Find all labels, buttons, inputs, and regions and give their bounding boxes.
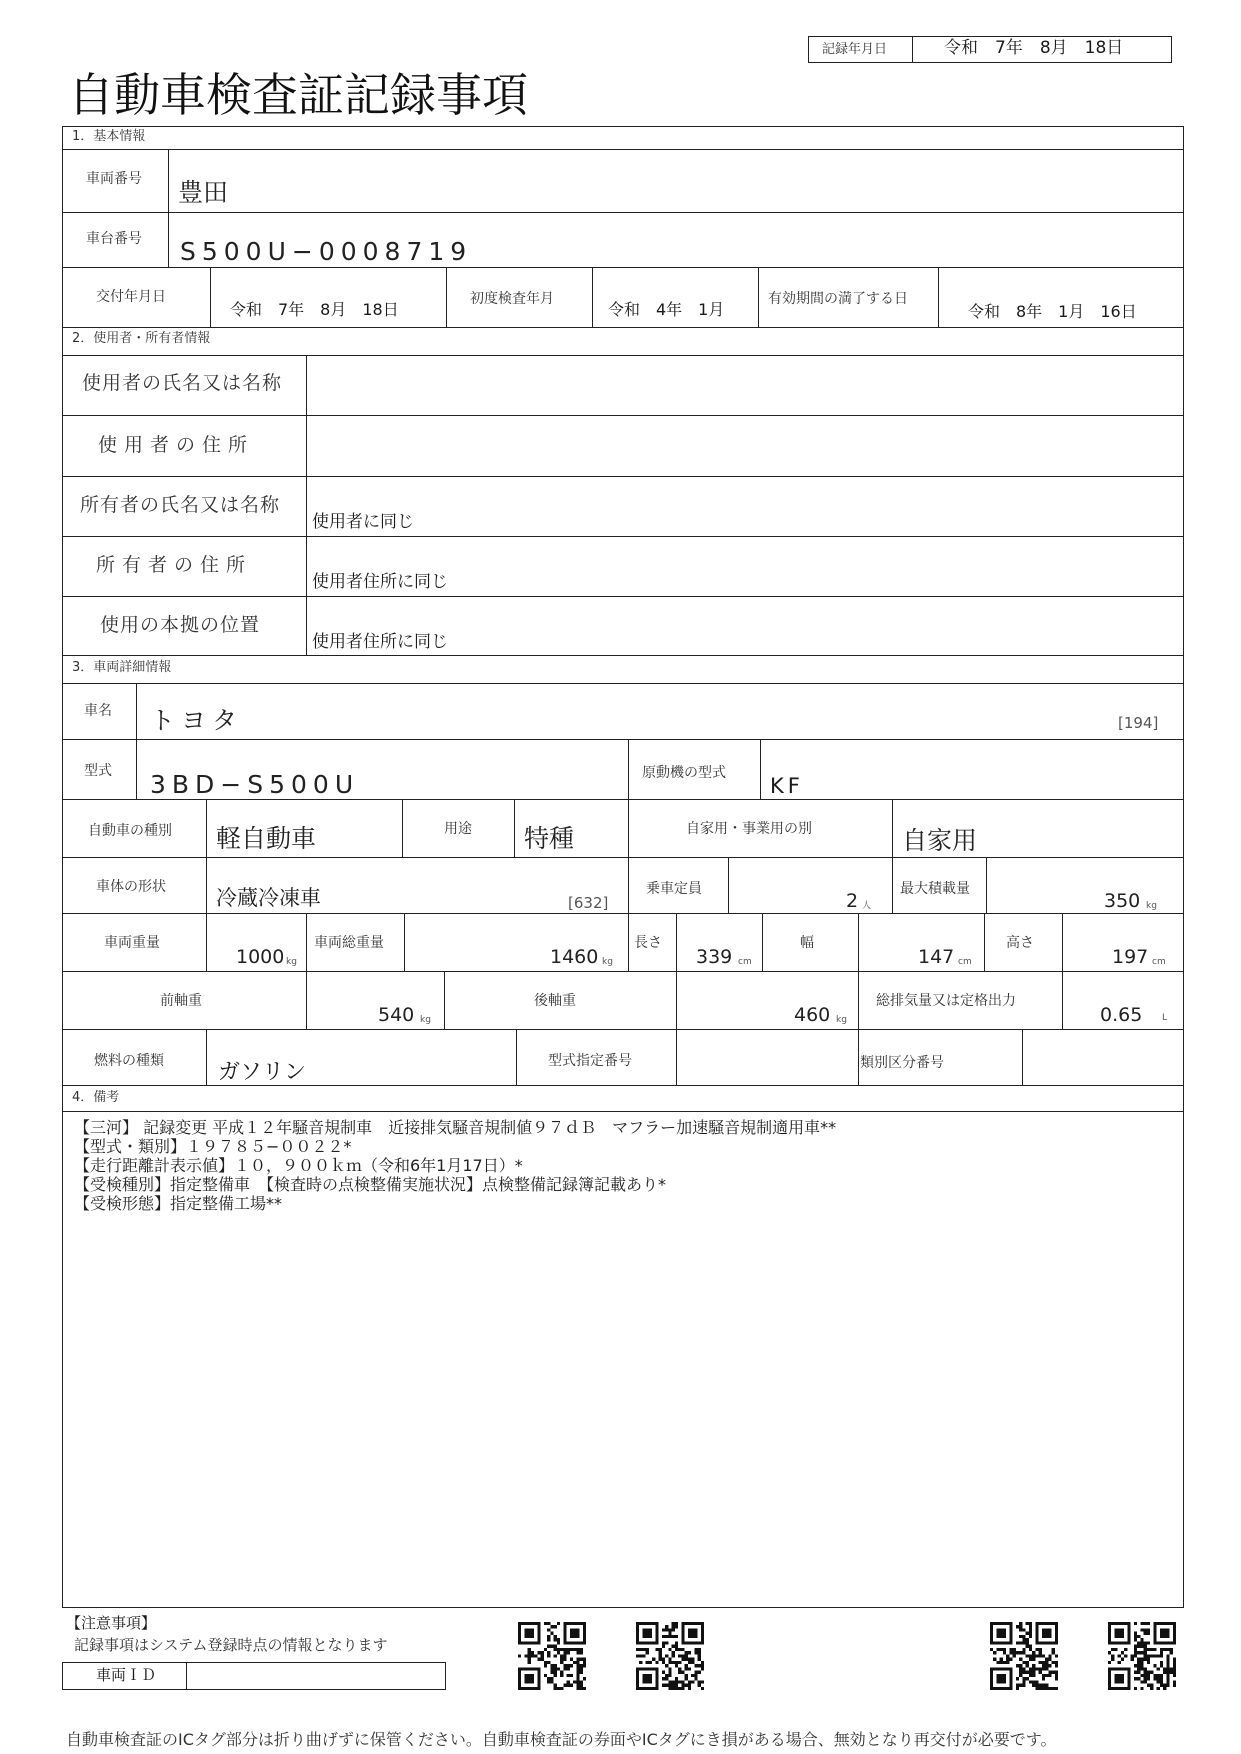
max-load-unit: kg: [1146, 901, 1157, 911]
issue-date-label: 交付年月日: [96, 289, 166, 305]
page-title: 自動車検査証記録事項: [68, 68, 528, 122]
section4-heading: 4．備考: [72, 1090, 120, 1105]
issue-date-value: 令和 7年 8月 18日: [230, 300, 399, 319]
type-designation-label: 型式指定番号: [548, 1053, 632, 1069]
body-shape-value: 冷蔵冷凍車: [216, 886, 321, 910]
height-unit: cm: [1152, 957, 1166, 967]
remark-line: 【受検形態】指定整備工場**: [74, 1194, 283, 1213]
section1-heading: 1．基本情報: [72, 129, 146, 144]
make-code: [194]: [1118, 714, 1159, 732]
width-value: 147: [918, 946, 955, 968]
vehicle-number-value: 豊田: [178, 178, 229, 207]
make-value: トヨタ: [150, 706, 244, 735]
vehicle-weight-unit: kg: [286, 957, 297, 967]
fuel-value: ガソリン: [218, 1060, 307, 1085]
rear-axle-unit: kg: [836, 1015, 847, 1025]
model-value: 3BD−S500U: [150, 770, 360, 799]
usage-label: 用途: [444, 821, 472, 837]
remark-line: 【受検種別】指定整備車 【検査時の点検整備実施状況】点検整備記録簿記載あり*: [74, 1175, 667, 1194]
capacity-unit: 人: [862, 901, 872, 911]
width-unit: cm: [958, 957, 972, 967]
qr-code-icon: [518, 1622, 586, 1690]
footer-notice: 自動車検査証のICタグ部分は折り曲げずに保管ください。自動車検査証の券面やICタグにき損がある場合、無効となり再交付が必要です。: [66, 1730, 1057, 1749]
length-unit: cm: [738, 957, 752, 967]
engine-model-value: KF: [770, 774, 804, 798]
first-registration-label: 初度検査年月: [470, 291, 554, 307]
remark-line: 【型式・類別】１９７８５−００２２*: [74, 1137, 352, 1156]
base-location-label: 使用の本拠の位置: [100, 614, 261, 636]
owner-address-value: 使用者住所に同じ: [312, 572, 448, 592]
vehicle-kind-value: 軽自動車: [216, 824, 317, 853]
category-number-label: 類別区分番号: [860, 1055, 944, 1071]
displacement-unit: L: [1162, 1013, 1168, 1023]
section2-heading: 2．使用者・所有者情報: [72, 331, 211, 346]
vehicle-kind-label: 自動車の種別: [88, 823, 172, 839]
body-shape-label: 車体の形状: [96, 879, 166, 895]
record-date-value: 令和 7年 8月 18日: [944, 38, 1124, 58]
engine-model-label: 原動機の型式: [642, 765, 726, 781]
user-address-label: 使用者の住所: [98, 434, 255, 456]
remarks-block: [74, 1118, 1174, 1213]
expiry-label: 有効期間の満了する日: [768, 291, 908, 307]
model-label: 型式: [84, 763, 112, 779]
make-label: 車名: [84, 703, 112, 719]
remark-line: 【三河】 記録変更 平成１２年騒音規制車 近接排気騒音規制値９７ｄＢ マフラー加速騒音規制適用車**: [74, 1118, 837, 1137]
qr-code-icon: [1108, 1622, 1176, 1690]
owner-address-label: 所有者の住所: [96, 554, 253, 576]
capacity-label: 乗車定員: [646, 881, 702, 897]
displacement-label: 総排気量又は定格出力: [876, 993, 1016, 1009]
rear-axle-value: 460: [794, 1004, 831, 1026]
gross-weight-value: 1460: [550, 946, 599, 968]
usage-value: 特種: [524, 824, 575, 853]
front-axle-unit: kg: [420, 1015, 431, 1025]
qr-code-icon: [990, 1622, 1058, 1690]
front-axle-value: 540: [378, 1004, 415, 1026]
private-business-label: 自家用・事業用の別: [686, 821, 812, 837]
body-shape-code: [632]: [568, 894, 609, 912]
base-location-value: 使用者住所に同じ: [312, 632, 448, 652]
user-name-label: 使用者の氏名又は名称: [82, 372, 283, 394]
notes-text: 記録事項はシステム登録時点の情報となります: [74, 1636, 388, 1654]
fuel-label: 燃料の種類: [94, 1053, 164, 1069]
height-label: 高さ: [1006, 935, 1034, 951]
vehicle-weight-label: 車両重量: [104, 935, 160, 951]
form-frame: [62, 126, 1184, 1608]
vehicle-number-label: 車両番号: [86, 171, 142, 187]
chassis-number-value: S500U−0008719: [180, 237, 473, 266]
remark-line: 【走行距離計表示値】１０，９００ｋｍ（令和6年1月17日）*: [74, 1156, 523, 1175]
width-label: 幅: [800, 935, 814, 951]
first-registration-value: 令和 4年 1月: [608, 300, 725, 319]
owner-name-value: 使用者に同じ: [312, 512, 414, 532]
vehicle-id-label: 車両ＩＤ: [96, 1666, 157, 1684]
record-date-label: 記録年月日: [822, 42, 888, 57]
rear-axle-label: 後軸重: [534, 993, 576, 1009]
section3-heading: 3．車両詳細情報: [72, 660, 172, 675]
gross-weight-unit: kg: [602, 957, 613, 967]
max-load-value: 350: [1104, 890, 1141, 912]
max-load-label: 最大積載量: [900, 881, 970, 897]
displacement-value: 0.65: [1100, 1004, 1143, 1026]
length-label: 長さ: [634, 935, 662, 951]
owner-name-label: 所有者の氏名又は名称: [80, 494, 281, 516]
gross-weight-label: 車両総重量: [314, 935, 384, 951]
private-business-value: 自家用: [902, 826, 978, 855]
vehicle-weight-value: 1000: [236, 946, 285, 968]
capacity-value: 2: [846, 890, 859, 912]
qr-code-icon: [636, 1622, 704, 1690]
front-axle-label: 前軸重: [160, 993, 202, 1009]
notes-heading: 【注意事項】: [66, 1614, 157, 1632]
expiry-value: 令和 8年 1月 16日: [968, 302, 1137, 321]
height-value: 197: [1112, 946, 1149, 968]
length-value: 339: [696, 946, 733, 968]
chassis-number-label: 車台番号: [86, 231, 142, 247]
